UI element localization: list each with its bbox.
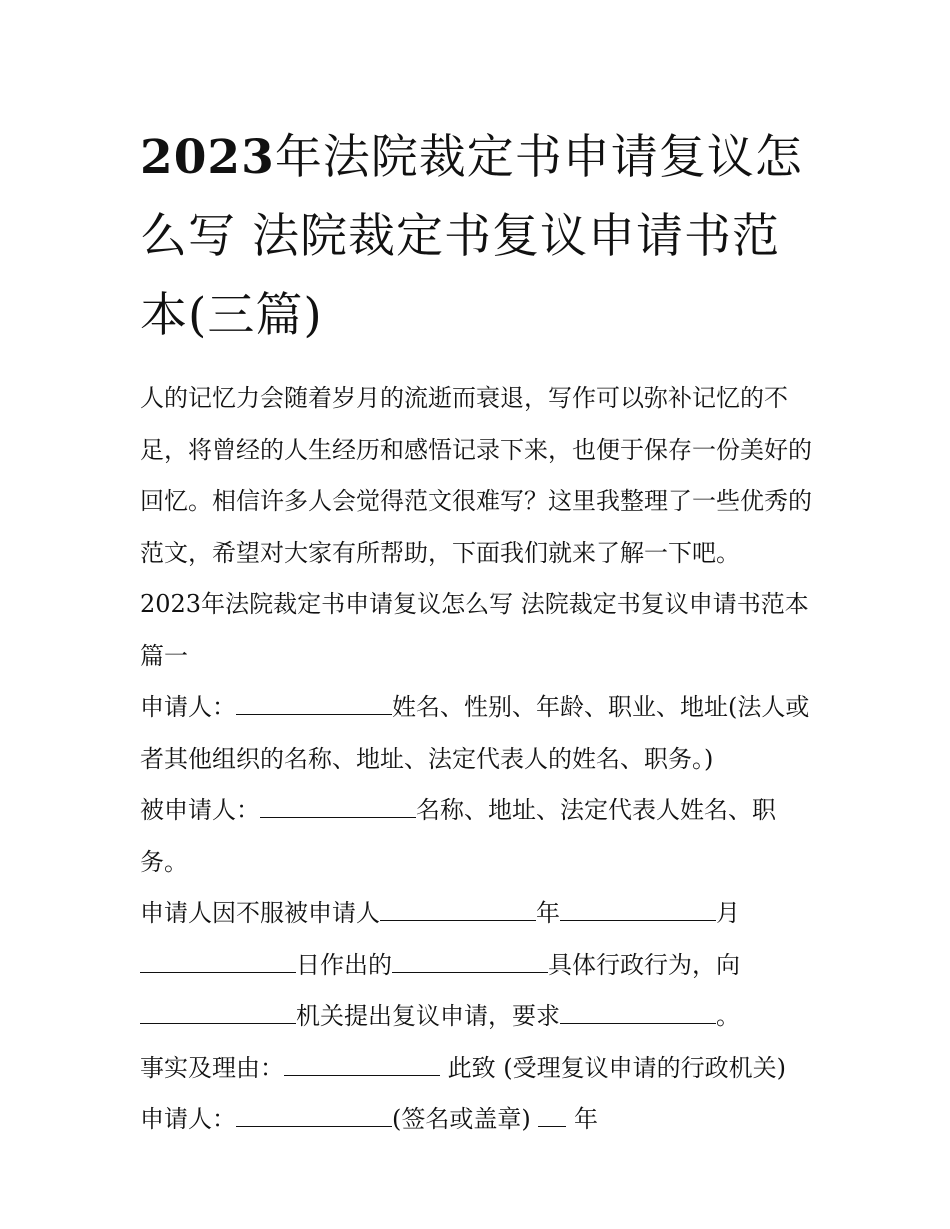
document-page: [140, 118, 812, 1146]
month-blank: [140, 971, 296, 973]
facts-closing: 此致 (受理复议申请的行政机关): [440, 1053, 786, 1082]
request-text-1: 申请人因不服被申请人: [140, 899, 380, 927]
signature-label: 申请人：: [140, 1105, 236, 1133]
act-blank: [392, 971, 548, 973]
year-blank: [560, 919, 716, 921]
title-year: 2023: [140, 130, 275, 185]
respondent-label: 被申请人：: [140, 796, 260, 824]
applicant-label: 申请人：: [140, 693, 236, 721]
request-text-act: 具体行政行为，向: [548, 950, 740, 979]
respondent-description: 名称、地址、法定代表人姓名、职务。: [140, 796, 776, 876]
facts-blank: [284, 1074, 440, 1076]
signature-line: [140, 1094, 812, 1146]
applicant-blank: [236, 713, 392, 715]
signature-note: (签名或盖章): [392, 1105, 539, 1133]
respondent-blank: [260, 816, 416, 818]
request-text-day: 日作出的: [296, 950, 392, 979]
request-text-authority: 机关提出复议申请，要求: [296, 1002, 560, 1030]
request-paragraph: [140, 888, 812, 1043]
signature-year-blank: [538, 1125, 566, 1127]
authority-blank: [140, 1022, 296, 1024]
title-text: 年法院裁定书申请复议怎么写 法院裁定书复议申请书范本(三篇): [140, 130, 803, 343]
document-title: [140, 118, 812, 355]
request-text-end: 。: [716, 1002, 740, 1030]
section-heading: 2023年法院裁定书申请复议怎么写 法院裁定书复议申请书范本篇一: [140, 590, 809, 670]
request-text-month: 月: [716, 899, 740, 927]
document-body: [140, 373, 812, 1146]
signature-year: 年: [566, 1105, 598, 1133]
request-text-year: 年: [536, 899, 560, 927]
respondent-line: [140, 785, 812, 888]
applicant-description: 姓名、性别、年龄、职业、地址(法人或者其他组织的名称、地址、法定代表人的姓名、职务。): [140, 693, 810, 773]
intro-paragraph: 人的记忆力会随着岁月的流逝而衰退，写作可以弥补记忆的不足，将曾经的人生经历和感悟记录下来，也便于保存一份美好的回忆。相信许多人会觉得范文很难写？这里我整理了一些优秀的范文，希望对大家有所帮助，下面我们就来了解一下吧。: [140, 384, 812, 567]
respondent-name-blank: [380, 919, 536, 921]
applicant-line: [140, 682, 812, 785]
request-blank: [560, 1022, 716, 1024]
facts-line: [140, 1043, 812, 1095]
facts-label: 事实及理由：: [140, 1053, 284, 1082]
signature-blank: [236, 1125, 392, 1127]
